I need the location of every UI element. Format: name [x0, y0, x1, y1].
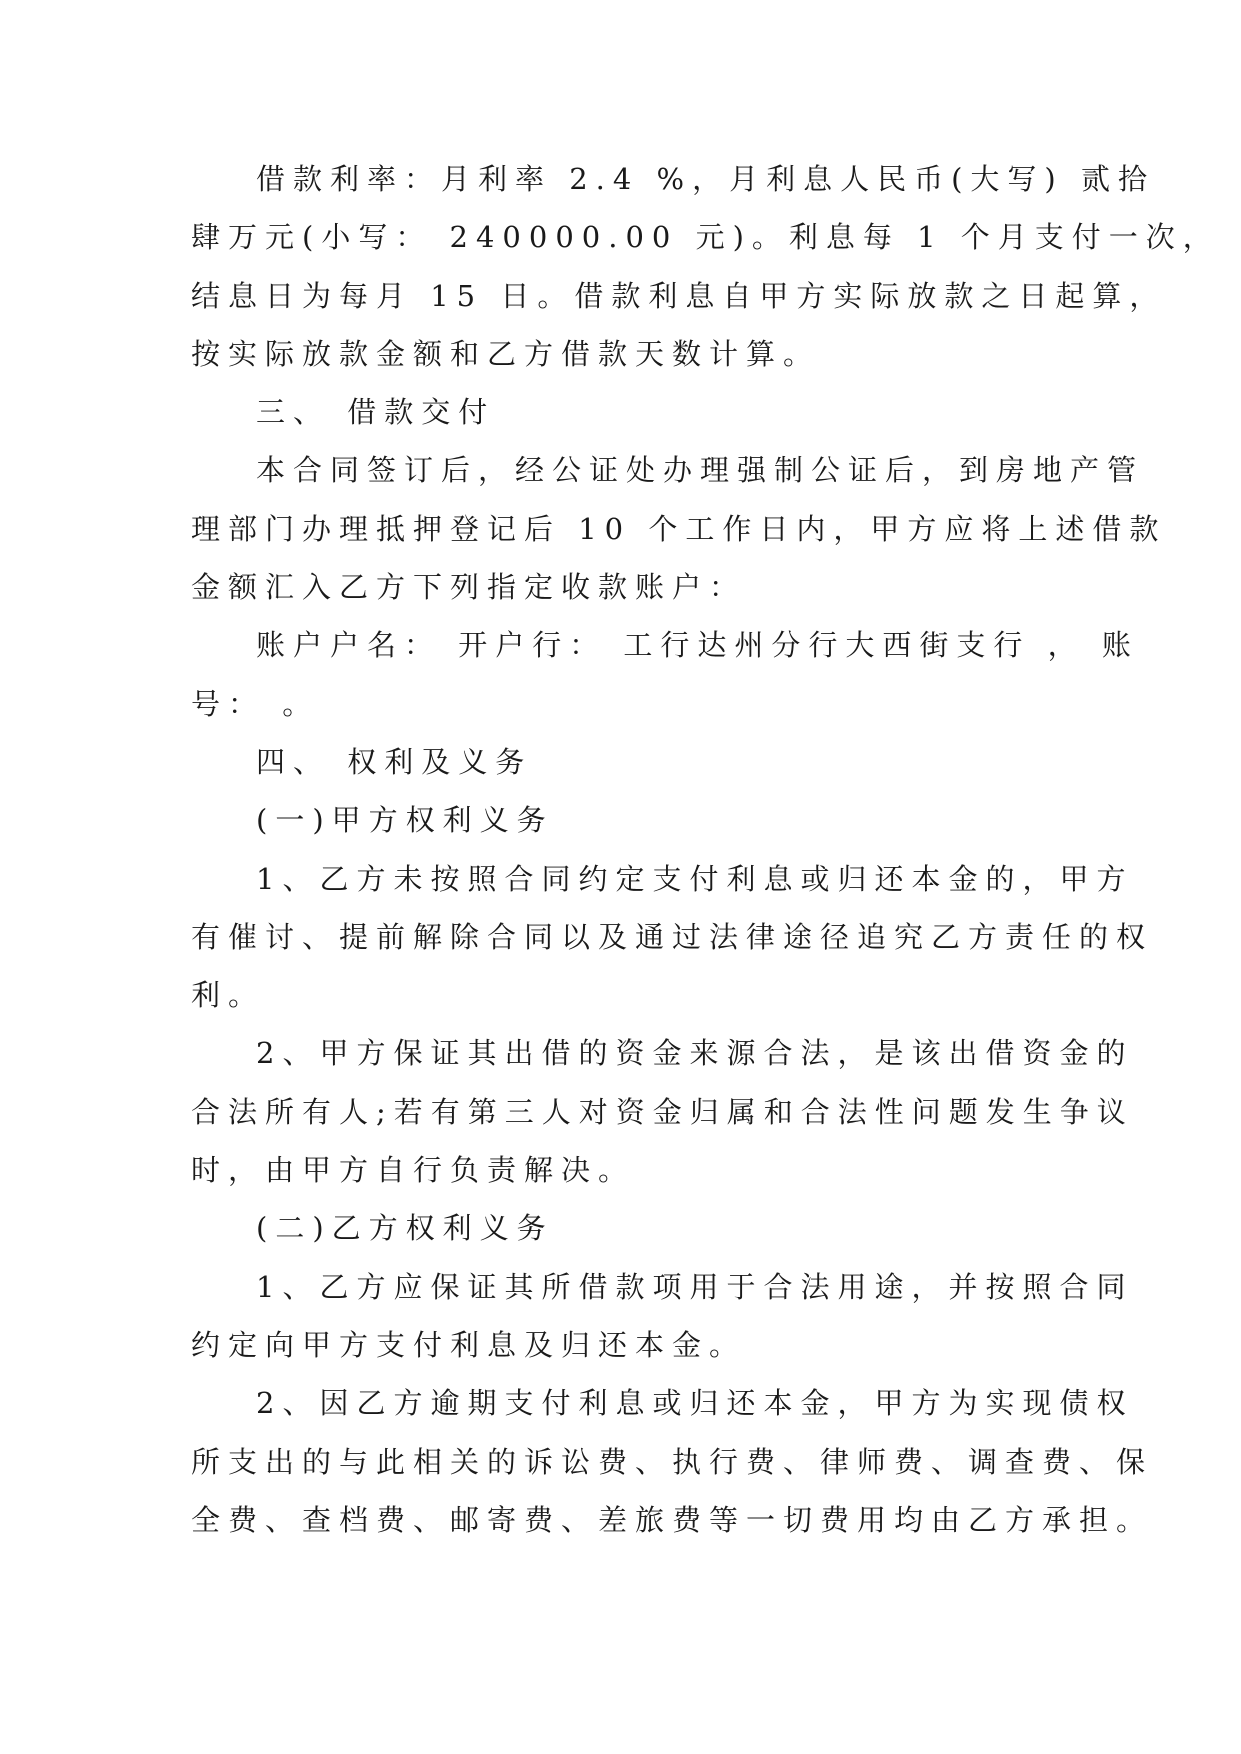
text-line: 账户户名： 开户行： 工行达州分行大西街支行 ， 账	[256, 628, 1139, 663]
text-line: 按实际放款金额和乙方借款天数计算。	[191, 336, 821, 371]
text-line: 肆万元(小写： 240000.00 元)。利息每 1 个月支付一次，	[191, 220, 1220, 255]
text-line: 1、乙方未按照合同约定支付利息或归还本金的，甲方	[256, 861, 1134, 896]
text-line: 金额汇入乙方下列指定收款账户：	[191, 570, 747, 605]
text-line: 1、乙方应保证其所借款项用于合法用途，并按照合同	[256, 1269, 1134, 1304]
subsection-heading: (一)甲方权利义务	[256, 803, 554, 838]
text-line: 全费、查档费、邮寄费、差旅费等一切费用均由乙方承担。	[191, 1502, 1154, 1537]
text-line: 号： 。	[191, 686, 320, 721]
text-line: 2、因乙方逾期支付利息或归还本金，甲方为实现债权	[256, 1386, 1134, 1421]
document-page	[191, 150, 1220, 1549]
text-line: 借款利率：月利率 2.4 %，月利息人民币(大写) 贰拾	[256, 162, 1155, 196]
text-line: 结息日为每月 15 日。借款利息自甲方实际放款之日起算，	[191, 278, 1167, 313]
text-line: 理部门办理抵押登记后 10 个工作日内，甲方应将上述借款	[191, 511, 1167, 546]
text-line: 利。	[191, 978, 266, 1013]
text-line: 所支出的与此相关的诉讼费、执行费、律师费、调查费、保	[191, 1444, 1154, 1479]
text-line: 本合同签订后，经公证处办理强制公证后，到房地产管	[256, 453, 1145, 488]
section-heading: 三、 借款交付	[256, 395, 496, 430]
subsection-heading: (二)乙方权利义务	[256, 1211, 554, 1246]
text-line: 约定向甲方支付利息及归还本金。	[191, 1327, 747, 1362]
text-line: 时，由甲方自行负责解决。	[191, 1153, 636, 1188]
section-heading: 四、 权利及义务	[256, 744, 533, 779]
text-line: 2、甲方保证其出借的资金来源合法，是该出借资金的	[256, 1036, 1134, 1071]
text-line: 有催讨、提前解除合同以及通过法律途径追究乙方责任的权	[191, 919, 1154, 954]
text-line: 合法所有人;若有第三人对资金归属和合法性问题发生争议	[191, 1094, 1134, 1129]
